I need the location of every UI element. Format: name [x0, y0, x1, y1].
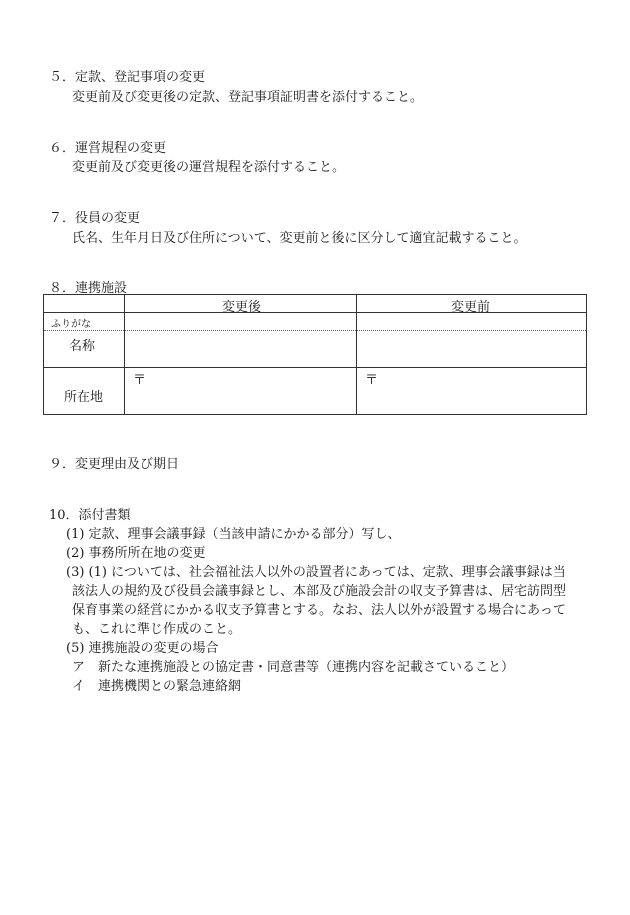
postal-mark-before: 〒	[365, 373, 379, 388]
table-divider	[44, 312, 586, 313]
postal-mark-after: 〒	[133, 373, 147, 388]
attachment-item: (2) 事務所所在地の変更	[66, 546, 206, 561]
section-9-heading: ９．変更理由及び期日	[49, 457, 180, 472]
attachment-item: (3) (1) については、社会福祉法人以外の設置者にあっては、定款、理事会議事録は当	[66, 565, 566, 580]
table-divider	[44, 367, 586, 368]
address-label: 所在地	[64, 390, 104, 405]
attachment-subitem: イ 連携機関との緊急連絡網	[72, 679, 242, 694]
section-5-heading: ５．定款、登記事項の変更	[49, 70, 206, 85]
attachment-subitem: ア 新たな連携施設との協定書・同意書等（連携内容を記載さていること）	[72, 660, 515, 675]
section-7-description: 氏名、生年月日及び住所について、変更前と後に区分して適宜記載すること。	[72, 231, 527, 246]
attachment-item-continued: も、これに準じ作成のこと。	[72, 622, 242, 637]
section-7-heading: ７．役員の変更	[49, 211, 141, 226]
section-6-description: 変更前及び変更後の運営規程を添付すること。	[72, 160, 346, 175]
facility-table	[43, 294, 587, 415]
column-header-after: 変更後	[222, 300, 262, 315]
section-6-heading: ６．運営規程の変更	[49, 141, 167, 156]
name-label: 名称	[69, 339, 96, 354]
column-header-before: 変更前	[451, 300, 491, 315]
section-5-description: 変更前及び変更後の定款、登記事項証明書を添付すること。	[72, 90, 424, 105]
attachment-item-continued: 保育事業の経営にかかる収支予算書とする。なお、法人以外が設置する場合にあって	[72, 603, 566, 618]
attachment-item: (1) 定款、理事会議事録（当該申請にかかる部分）写し、	[66, 527, 401, 542]
attachment-item: (5) 連携施設の変更の場合	[66, 641, 219, 656]
section-8-heading: ８．連携施設	[49, 281, 128, 296]
table-divider	[44, 330, 586, 331]
attachment-item-continued: 該法人の規約及び役員会議事録とし、本部及び施設会計の収支予算書は、居宅訪問型	[72, 584, 567, 599]
furigana-label: ふりがな	[51, 319, 91, 330]
section-10-heading: 10．添付書類	[49, 508, 131, 523]
